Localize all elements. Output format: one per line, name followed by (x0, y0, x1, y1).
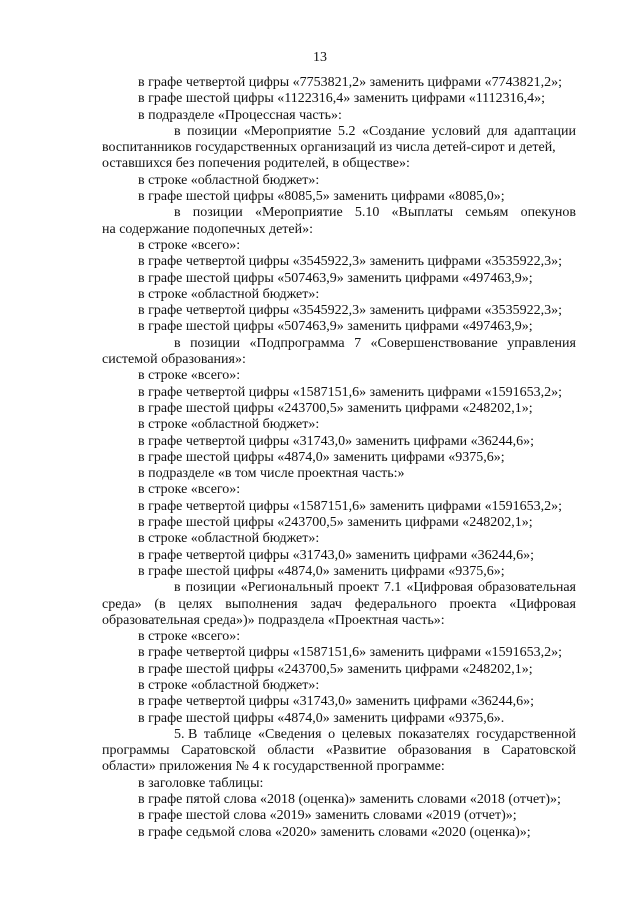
text-line: в графе четвертой цифры «3545922,3» заменить цифрами «3535922,3»; (138, 303, 562, 319)
text-word: таблице (203, 726, 252, 742)
text-line: в графе шестой цифры «4874,0» заменить цифрами «9375,6». (138, 710, 505, 726)
text-word: для (487, 123, 508, 139)
text-line: в графе четвертой цифры «31743,0» заменить цифрами «36244,6»; (138, 547, 534, 563)
text-word: проекта (449, 596, 497, 612)
text-line: в строке «областной бюджет»: (138, 531, 320, 547)
text-line: в графе шестой цифры «4874,0» заменить цифрами «9375,6»; (138, 563, 505, 579)
text-line: образовательная среда»)» подраздела «Проектная часть»: (102, 612, 445, 628)
text-line: в графе шестой цифры «243700,5» заменить цифрами «248202,1»; (138, 661, 533, 677)
text-word: программы (102, 743, 170, 759)
text-line: воспитанников государственных организаций из числа детей-сирот и детей, (102, 140, 556, 156)
text-line: в графе четвертой цифры «1587151,6» заменить цифрами «1591653,2»; (138, 384, 562, 400)
text-word: «Подпрограмма (249, 335, 345, 351)
text-line: в графе четвертой цифры «1587151,6» заменить цифрами «1591653,2»; (138, 498, 562, 514)
text-word: опекунов (520, 205, 576, 221)
text-word: в (483, 743, 490, 759)
text-word: позиции (185, 580, 236, 596)
text-word: в (174, 580, 181, 596)
text-line (102, 580, 576, 596)
text-word: 5.10 (354, 205, 380, 221)
text-word: «Совершенствование (370, 335, 498, 351)
text-line: в графе шестой цифры «4874,0» заменить цифрами «9375,6»; (138, 449, 505, 465)
text-word: «Мероприятие (254, 205, 343, 221)
text-word: показателях (398, 726, 470, 742)
text-line: в графе шестой цифры «507463,9» заменить цифрами «497463,9»; (138, 319, 533, 335)
text-word: 7.1 (383, 580, 402, 596)
document-body (102, 75, 576, 841)
text-word: о (328, 726, 336, 742)
text-line: в подразделе «в том числе проектная часть:» (138, 466, 405, 482)
text-line (102, 727, 576, 743)
text-word: в (174, 205, 181, 221)
text-word: позиции (192, 205, 243, 221)
text-line (102, 124, 576, 140)
text-word: «Цифровая (406, 580, 474, 596)
text-line (102, 336, 576, 352)
text-line: в графе шестой цифры «1122316,4» заменить цифрами «1112316,4»; (138, 91, 546, 107)
text-word: «Цифровая (509, 596, 576, 612)
text-word: среда» (102, 596, 142, 612)
text-line: в заголовке таблицы: (138, 775, 264, 791)
text-word: федерального (354, 596, 437, 612)
text-line: в графе четвертой цифры «1587151,6» заменить цифрами «1591653,2»; (138, 645, 562, 661)
text-line: в графе седьмой слова «2020» заменить словами «2020 (оценка)»; (138, 824, 531, 840)
text-line: в графе шестой слова «2019» заменить словами «2019 (отчет)»; (138, 808, 517, 824)
text-line: в графе шестой цифры «507463,9» заменить цифрами «497463,9»; (138, 270, 533, 286)
text-word: позиции (187, 123, 238, 139)
text-line: области» приложения № 4 к государственной программе: (102, 759, 445, 775)
text-word: «Сведения (257, 726, 322, 742)
text-word: 5. В (174, 726, 198, 742)
text-word: целях (178, 596, 213, 612)
text-line: в подразделе «Процессная часть»: (138, 107, 342, 123)
text-word: «Создание (361, 123, 426, 139)
text-line: в строке «областной бюджет»: (138, 286, 320, 302)
text-word: выполнения (225, 596, 298, 612)
text-word: управления (507, 335, 576, 351)
text-word: «Выплаты (391, 205, 454, 221)
text-line: на содержание подопечных детей»: (102, 221, 313, 237)
text-word: образовательная (478, 580, 576, 596)
text-word: целевых (341, 726, 392, 742)
text-line: в строке «областной бюджет»: (138, 417, 320, 433)
text-word: Саратовской (181, 743, 256, 759)
text-word: «Региональный (240, 580, 334, 596)
text-line (102, 743, 576, 759)
text-line: в графе шестой цифры «8085,5» заменить цифрами «8085,0»; (138, 189, 505, 205)
text-line (102, 597, 576, 613)
text-line: в графе четвертой цифры «31743,0» заменить цифрами «36244,6»; (138, 433, 534, 449)
text-word: области (267, 743, 315, 759)
text-line: в графе шестой цифры «243700,5» заменить цифрами «248202,1»; (138, 400, 533, 416)
text-word: позиции (190, 335, 241, 351)
text-line: в строке «всего»: (138, 368, 241, 384)
text-line: в строке «всего»: (138, 237, 241, 253)
text-line: в графе пятой слова «2018 (оценка)» заменить словами «2018 (отчет)»; (138, 792, 561, 808)
text-line: в графе четвертой цифры «3545922,3» заменить цифрами «3535922,3»; (138, 254, 562, 270)
text-line: в строке «областной бюджет»: (138, 172, 320, 188)
text-word: проект (338, 580, 379, 596)
text-line (102, 205, 576, 221)
text-word: «Мероприятие (243, 123, 332, 139)
text-word: (в (154, 596, 166, 612)
text-word: «Развитие (325, 743, 387, 759)
text-word: образования (397, 743, 472, 759)
text-line: в графе четвертой цифры «31743,0» заменить цифрами «36244,6»; (138, 694, 534, 710)
text-word: в (174, 123, 181, 139)
text-line: системой образования»: (102, 352, 246, 368)
text-word: условий (431, 123, 481, 139)
text-word: Саратовской (501, 743, 576, 759)
text-word: адаптации (514, 123, 576, 139)
text-word: 5.2 (337, 123, 356, 139)
text-line: в строке «всего»: (138, 629, 241, 645)
text-word: государственной (476, 726, 576, 742)
text-line: в графе шестой цифры «243700,5» заменить цифрами «248202,1»; (138, 515, 533, 531)
text-word: семьям (465, 205, 509, 221)
text-line: в графе четвертой цифры «7753821,2» заменить цифрами «7743821,2»; (138, 75, 562, 90)
text-line: в строке «всего»: (138, 482, 241, 498)
text-word: в (174, 335, 181, 351)
text-line: в строке «областной бюджет»: (138, 677, 320, 693)
text-line: оставшихся без попечения родителей, в обществе»: (102, 156, 410, 172)
page-number: 13 (313, 50, 327, 65)
text-word: задач (310, 596, 342, 612)
text-word: 7 (354, 335, 362, 351)
